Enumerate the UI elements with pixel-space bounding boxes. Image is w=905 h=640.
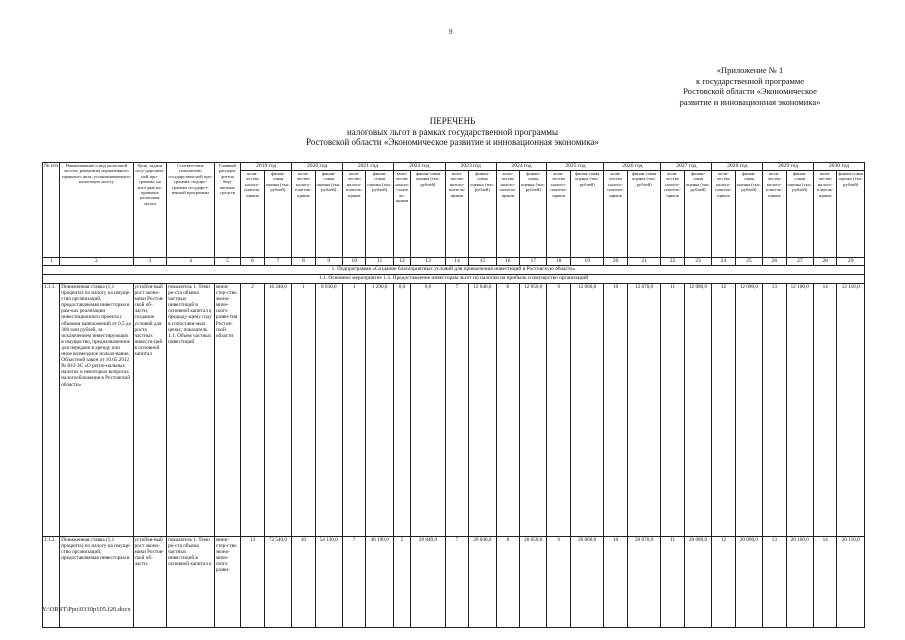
header-est: финан-совая оценка (тыс. рублей): [570, 171, 604, 258]
annex-line: развитие и инновационная экономика»: [679, 96, 821, 107]
header-qty: коли-чество налого-платель-щиков: [604, 171, 627, 258]
table-row: [43, 537, 865, 628]
title-line: налоговых льгот в рамках государственной программы: [346, 126, 559, 137]
file-path-footer: Y:\ORST\Ppo\0310p105.f20.docx: [42, 606, 131, 613]
column-number: 12: [393, 258, 410, 266]
column-number: 15: [469, 258, 496, 266]
year-header: 2019 год: [241, 163, 292, 171]
header-est: финан-совая оценка (тыс. рублей): [786, 171, 813, 258]
row-financial-estimate: 12 110,0: [837, 284, 865, 537]
row-taxpayer-count: 8: [496, 284, 519, 537]
tax-benefits-table: [42, 162, 865, 628]
row-financial-estimate: 20 090,0: [735, 537, 762, 628]
header-qty: коли-чество налого-платель-щиков: [241, 171, 264, 258]
row-financial-estimate: 16 240,0: [264, 284, 291, 537]
row-financial-estimate: 20 110,0: [837, 537, 865, 628]
row-taxpayer-count: 12: [712, 284, 735, 537]
row-financial-estimate: 20 100,0: [786, 537, 813, 628]
row-financial-estimate: 12 050,0: [520, 284, 547, 537]
row-financial-estimate: 12 040,0: [469, 284, 496, 537]
row-taxpayer-count: 7: [445, 284, 468, 537]
header-qty: коли-чество налого-платель-щиков: [763, 171, 786, 258]
row-financial-estimate: 12 080,0: [684, 284, 711, 537]
column-number: 2: [60, 258, 133, 266]
header-est: финан-совая оценка (тыс. рублей): [627, 171, 661, 258]
year-header: 2021 год: [343, 163, 394, 171]
column-number: 8: [292, 258, 315, 266]
year-header: 2025 год: [547, 163, 604, 171]
row-indicator: показатель 1. Темп ро-ста объема частных инвестиций в основной капитал к предыду-щему году в сопостави-мых ценах; показатель 1.1. Объем частных инвестиций: [167, 284, 215, 537]
year-header: 2020 год: [292, 163, 343, 171]
row-taxpayer-count: 12: [712, 537, 735, 628]
year-header: 2028 год: [712, 163, 763, 171]
column-number: 5: [214, 258, 240, 266]
header-est: финан-совая оценка (тыс. рублей): [366, 171, 393, 258]
header-admin: Главный распоря-дитель бюд-жетных средств: [214, 163, 240, 258]
row-taxpayer-count: 2: [241, 284, 264, 537]
title-line: Ростовской области «Экономическое развитие и инновационная экономика»: [306, 137, 599, 147]
header-qty: коли-чество налого-платель-щиков: [661, 171, 684, 258]
row-financial-estimate: 12 070,0: [627, 284, 661, 537]
row-taxpayer-count: 7: [343, 537, 366, 628]
row-taxpayer-count: 10: [604, 284, 627, 537]
header-qty: коли-чество налого-платель-щиков: [343, 171, 366, 258]
header-qty: коли-чество налого-платель-щиков: [393, 171, 410, 258]
column-number: 28: [813, 258, 836, 266]
row-taxpayer-count: 11: [661, 537, 684, 628]
column-number: 22: [661, 258, 684, 266]
row-financial-estimate: 1 290,0: [366, 284, 393, 537]
row-taxpayer-count: 10: [292, 537, 315, 628]
year-header: 2026 год: [604, 163, 661, 171]
header-qty: коли-чество налого-платель-щиков: [712, 171, 735, 258]
year-header: 2023 год: [445, 163, 496, 171]
header-goal: Цель, задачи госу-дарствен-ной про-граммы, на кото-рые на-правлена налоговая льгота: [133, 163, 167, 258]
row-taxpayer-count: 1: [343, 284, 366, 537]
row-financial-estimate: 46 190,0: [366, 537, 393, 628]
annex-line: Ростовской области «Экономическое: [683, 86, 817, 96]
header-est: финан-совая оценка (тыс. рублей): [315, 171, 342, 258]
row-taxpayer-count: 1: [292, 284, 315, 537]
row-taxpayer-count: 7: [445, 537, 468, 628]
column-number: 13: [411, 258, 446, 266]
header-est: финан-совая оценка (тыс. рублей): [684, 171, 711, 258]
year-header: 2024 год: [496, 163, 547, 171]
column-number: 14: [445, 258, 468, 266]
annex-heading: [640, 65, 860, 107]
row-taxpayer-count: 5: [393, 537, 410, 628]
header-qty: коли-чество налого-платель-щиков: [547, 171, 570, 258]
header-qty: коли-чество налого-платель-щиков: [813, 171, 836, 258]
column-number: 18: [547, 258, 570, 266]
row-financial-estimate: 0,0: [411, 284, 446, 537]
row-financial-estimate: 12 060,0: [570, 284, 604, 537]
column-number-row: [43, 258, 865, 266]
subprogram-label: 1. Подпрограмма «Создание благоприятных условий для привлечения инвестиций в Ростовскую область»: [43, 266, 865, 275]
row-benefit-name: Пониженная ставка (1,1 процента) по налогу на имуще-ство организаций, предоставляемая инвесторам в рам-ках реализации инвестиционного проекта с объемом капвложений от 0,5 до 300 млн рублей, за исключением инвестирующих в имущество, предназначенное для передачи в аренду или иное возмездное пользо-вание, Областной закон от 10.05.2012 № 843-ЗС «О регио-нальных налогах и некоторых вопросах налогообложения в Ростовской области»: [60, 284, 133, 537]
header-row: [43, 163, 865, 171]
column-number: 25: [735, 258, 762, 266]
title-line: ПЕРЕЧЕНЬ: [429, 116, 476, 126]
subprogram-row: [43, 266, 865, 275]
row-financial-estimate: 20 080,0: [684, 537, 711, 628]
column-number: 3: [133, 258, 167, 266]
header-name: Наименование и вид налоговой льготы, реквизиты нормативного правового акта, устанавливающего налоговую льготу: [60, 163, 133, 258]
row-taxpayer-count: 0,0: [393, 284, 410, 537]
row-financial-estimate: 72 540,0: [264, 537, 291, 628]
column-number: 9: [315, 258, 342, 266]
header-est: финан-совая оценка (тыс. рублей): [837, 171, 865, 258]
column-number: 24: [712, 258, 735, 266]
row-financial-estimate: 12 100,0: [786, 284, 813, 537]
year-header: 2030 год: [813, 163, 864, 171]
row-taxpayer-count: 9: [547, 537, 570, 628]
column-number: 7: [264, 258, 291, 266]
row-financial-estimate: 54 130,0: [315, 537, 342, 628]
header-qty: коли-чество налого-платель-щиков: [496, 171, 519, 258]
column-number: 10: [343, 258, 366, 266]
column-number: 20: [604, 258, 627, 266]
column-number: 29: [837, 258, 865, 266]
measure-label: 1.1. Основное мероприятие 1.3. Предоставление инвесторам льгот по налогам на прибыль и имущество организаций: [43, 275, 865, 284]
annex-line: к государственной программе: [695, 75, 805, 86]
header-indicator: Соответствие показателю государствен-ной про-граммы, подпро-граммы государст-венной программы: [167, 163, 215, 258]
column-number: 27: [786, 258, 813, 266]
row-taxpayer-count: 14: [813, 284, 836, 537]
row-financial-estimate: 20 040,0: [469, 537, 496, 628]
row-financial-estimate: 8 930,0: [315, 284, 342, 537]
column-number: 21: [627, 258, 661, 266]
column-number: 6: [241, 258, 264, 266]
row-number: 1.1.2.: [43, 537, 60, 628]
header-est: финан-совая оценка (тыс. рублей): [735, 171, 762, 258]
header-est: финан-совая оценка (тыс. рублей): [520, 171, 547, 258]
column-number: 17: [520, 258, 547, 266]
row-taxpayer-count: 13: [763, 537, 786, 628]
row-admin: мини-стер-ство эконо-миче-ского разви-тия Ростов-ской области: [214, 284, 240, 537]
year-header: 2029 год: [763, 163, 814, 171]
row-number: 1.1.1.: [43, 284, 60, 537]
row-goal: устойчи-вый рост эконо-мики Ростов-ской об-ласти, создание условий для роста частных инвести-ций в основной капитал: [133, 284, 167, 537]
column-number: 1: [43, 258, 60, 266]
row-taxpayer-count: 10: [604, 537, 627, 628]
column-number: 4: [167, 258, 215, 266]
row-taxpayer-count: 9: [547, 284, 570, 537]
row-taxpayer-count: 8: [496, 537, 519, 628]
header-est: финан-совая оценка (тыс. рублей): [264, 171, 291, 258]
row-taxpayer-count: 13: [763, 284, 786, 537]
row-goal: устойчи-вый рост эконо-мики Ростов-ской об-ласти,: [133, 537, 167, 628]
header-qty: коли-чество налого-платель-щиков: [445, 171, 468, 258]
header-qty: коли-чество налого-платель-щиков: [292, 171, 315, 258]
header-est: финан-совая оценка (тыс. рублей): [469, 171, 496, 258]
page-number: 9: [449, 28, 453, 36]
row-financial-estimate: 12 090,0: [735, 284, 762, 537]
row-financial-estimate: 20 070,0: [627, 537, 661, 628]
row-financial-estimate: 20 060,0: [570, 537, 604, 628]
column-number: 11: [366, 258, 393, 266]
row-admin: мини-стер-ство эконо-миче-ского разви-: [214, 537, 240, 628]
row-financial-estimate: 29 840,0: [411, 537, 446, 628]
header-num: № п/п: [43, 163, 60, 258]
year-header: 2027 год: [661, 163, 712, 171]
annex-line: «Приложение № 1: [716, 65, 784, 75]
column-number: 16: [496, 258, 519, 266]
row-benefit-name: Пониженная ставка (1,1 процента) по налогу на имуще-ство организаций, предоставляемая инвесторам в: [60, 537, 133, 628]
row-taxpayer-count: 11: [661, 284, 684, 537]
row-indicator: показатель 1. Темп ро-ста объема частных инвестиций в основной капитал к: [167, 537, 215, 628]
row-financial-estimate: 20 050,0: [520, 537, 547, 628]
column-number: 19: [570, 258, 604, 266]
measure-row: [43, 275, 865, 284]
row-taxpayer-count: 13: [241, 537, 264, 628]
column-number: 23: [684, 258, 711, 266]
year-header: 2022 год: [393, 163, 445, 171]
table-row: [43, 284, 865, 537]
column-number: 26: [763, 258, 786, 266]
row-taxpayer-count: 14: [813, 537, 836, 628]
header-est: финан-совая оценка (тыс. рублей): [411, 171, 446, 258]
document-title: [0, 116, 905, 148]
